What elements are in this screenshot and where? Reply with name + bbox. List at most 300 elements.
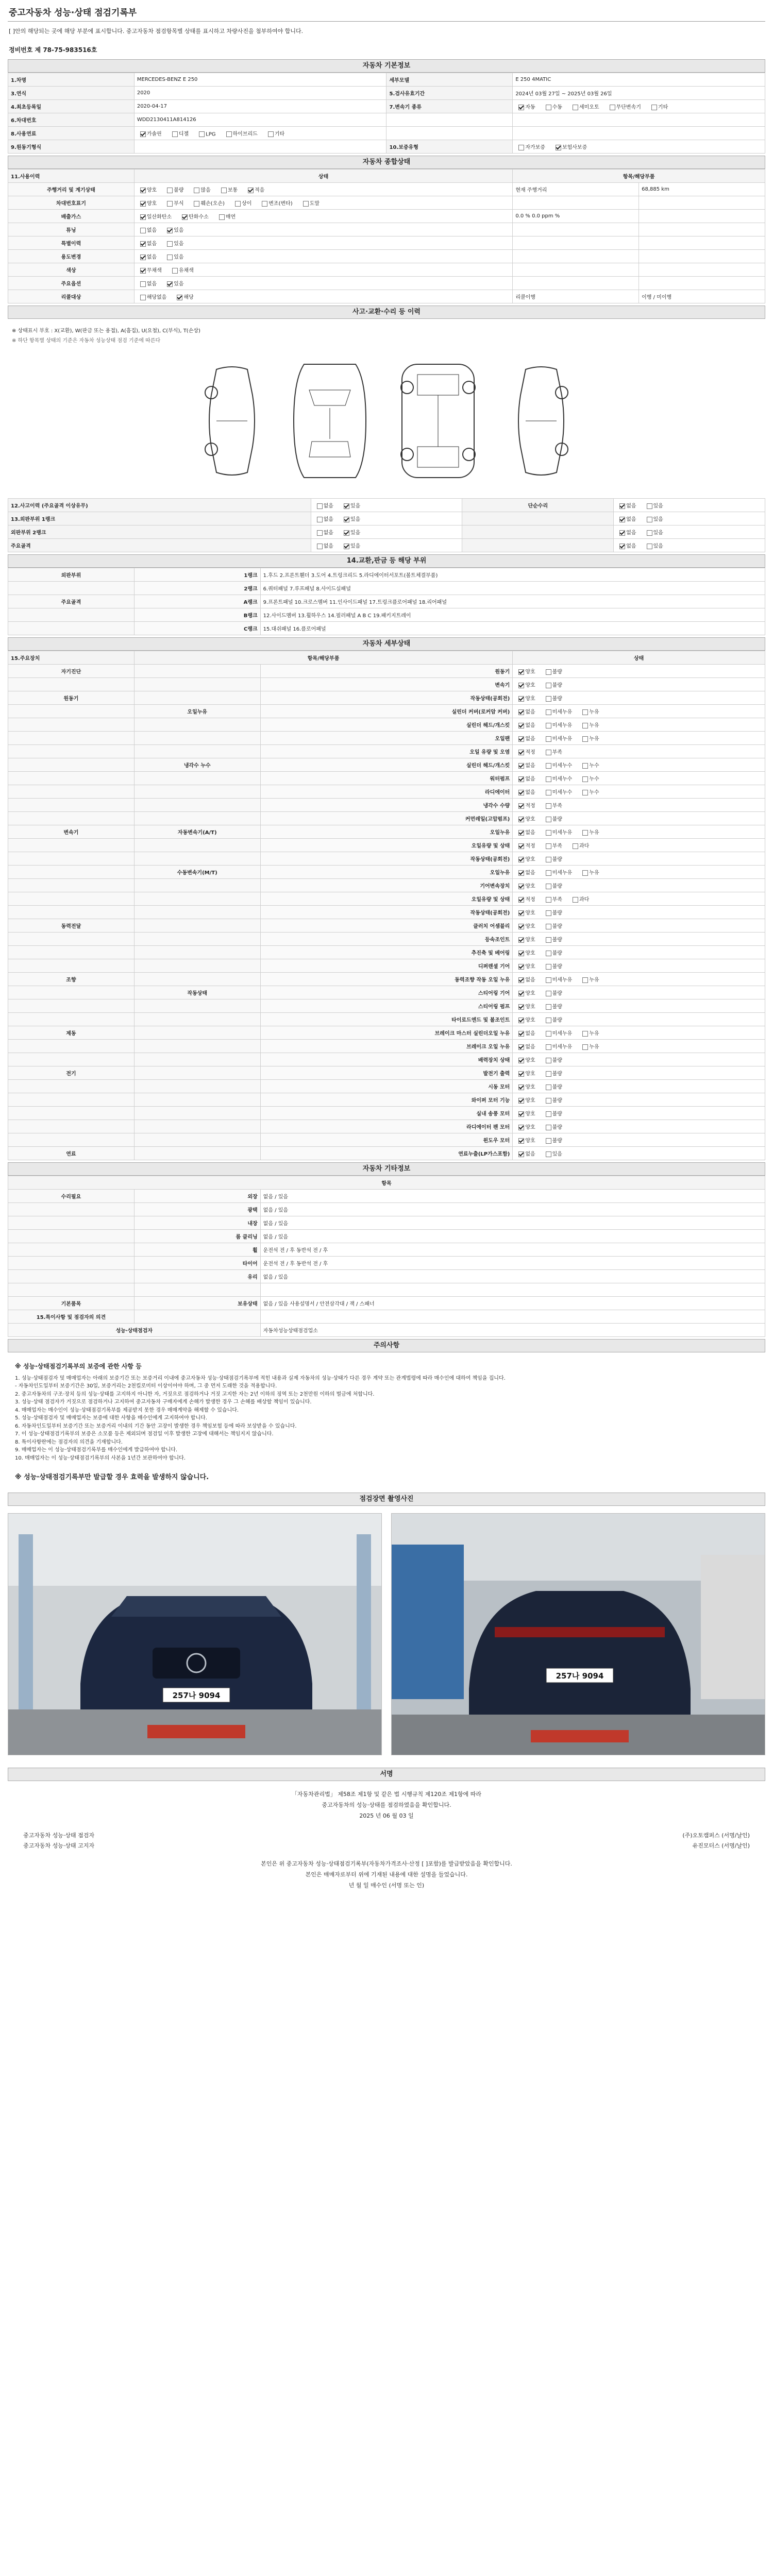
checkbox-option: 없음 (616, 501, 636, 509)
section-basic-title: 자동차 기본정보 (8, 59, 765, 73)
checkbox-icon (194, 188, 199, 193)
checkbox-icon (268, 131, 274, 137)
other-item: 내장 (134, 1216, 260, 1230)
detail-group (8, 1013, 135, 1026)
checkbox-icon (518, 669, 524, 675)
checkbox-icon (546, 951, 551, 956)
detail-subgroup (134, 678, 260, 691)
buyer-block (8, 1851, 765, 1900)
detail-state (513, 1013, 765, 1026)
detail-subgroup: 냉각수 누수 (134, 758, 260, 772)
table-row (8, 87, 765, 100)
overall-note (513, 277, 639, 290)
detail-group (8, 678, 135, 691)
overall-note (513, 236, 639, 250)
detail-item: 라디에이터 팬 모터 (260, 1120, 513, 1133)
checkbox-icon (546, 977, 551, 983)
checkbox-icon (546, 1151, 551, 1157)
checkbox-option: 누유 (579, 868, 599, 876)
other-state: 없음 / 있음 (260, 1230, 765, 1243)
checkbox-option: 양호 (515, 1109, 535, 1117)
checkbox-option: 없음 (314, 541, 333, 549)
checkbox-group (515, 870, 606, 876)
checkbox-option: 누수 (579, 761, 599, 769)
detail-subgroup (134, 691, 260, 705)
checkbox-group (515, 736, 606, 742)
table-row (8, 879, 765, 892)
detail-group (8, 906, 135, 919)
checkbox-option: 없음 (515, 707, 535, 715)
checkbox-group (515, 683, 569, 688)
detail-subgroup (134, 1093, 260, 1107)
checkbox-group (515, 897, 596, 903)
basic-label: 1.차명 (8, 73, 135, 87)
checkbox-option: 없음 (515, 1029, 535, 1037)
checkbox-option: 적음 (245, 185, 264, 193)
overall-state (134, 196, 512, 210)
checkbox-icon (344, 530, 349, 536)
parts-group (8, 622, 135, 635)
checkbox-icon (317, 517, 323, 522)
checkbox-icon (518, 1125, 524, 1130)
notes-line: 7. 이 성능·상태점검기록부의 보증은 소모품 등은 제외되며 점검일 이후 발생한 고장에 대해서는 책임지지 않습니다. (15, 1431, 274, 1437)
checkbox-group (137, 295, 201, 300)
checkbox-option: 없음 (137, 279, 157, 287)
checkbox-icon (582, 977, 588, 983)
overall-label: 주행거리 및 계기상태 (8, 183, 135, 196)
table-row (8, 250, 765, 263)
accident-sub-label: 단순수리 (462, 499, 614, 512)
detail-subgroup (134, 839, 260, 852)
checkbox-option: 없음 (515, 1149, 535, 1157)
checkbox-group (515, 803, 569, 809)
detail-item: 스티어링 기어 (260, 986, 513, 999)
other-group: 기본품목 (8, 1297, 135, 1310)
checkbox-icon (518, 1111, 524, 1117)
checkbox-option: 미세누유 (543, 828, 573, 836)
table-row (8, 705, 765, 718)
table-row (8, 582, 765, 595)
checkbox-option: 많음 (191, 185, 210, 193)
checkbox-option: 불량 (543, 681, 562, 688)
basic-label: 7.변속기 종류 (386, 100, 513, 113)
table-row (8, 512, 765, 526)
checkbox-icon (518, 1098, 524, 1104)
table-row (8, 678, 765, 691)
checkbox-group (515, 817, 569, 822)
checkbox-option: 없음 (515, 761, 535, 769)
checkbox-icon (344, 517, 349, 522)
checkbox-icon (619, 544, 625, 549)
table-row (8, 1147, 765, 1160)
checkbox-option: 있음 (341, 501, 360, 509)
overall-state (134, 183, 512, 196)
checkbox-icon (546, 1031, 551, 1037)
checkbox-icon (518, 683, 524, 688)
detail-group (8, 1107, 135, 1120)
sign-notifier-value: 유진모터스 (서명/날인) (692, 1842, 750, 1849)
table-row (8, 973, 765, 986)
checkbox-option: 과다 (569, 841, 589, 849)
detail-state (513, 691, 765, 705)
detail-group: 원동기 (8, 691, 135, 705)
detail-state (513, 866, 765, 879)
inspector-value: 자동차성능상태점검업소 (260, 1324, 765, 1337)
checkbox-option: 수동 (543, 103, 562, 110)
checkbox-option: 불량 (543, 962, 562, 970)
notes-warning: ※ 성능·상태점검기록부만 발급할 경우 효력을 발생하지 않습니다. (15, 1473, 209, 1482)
detail-item: 브레이크 마스터 실린더오일 누유 (260, 1026, 513, 1040)
checkbox-group (515, 830, 606, 836)
detail-item: 실내 송풍 모터 (260, 1107, 513, 1120)
other-item (134, 1283, 260, 1297)
checkbox-icon (226, 131, 232, 137)
table-row (8, 1283, 765, 1297)
detail-subgroup (134, 1013, 260, 1026)
detail-state (513, 745, 765, 758)
basic-label: 세부모델 (386, 73, 513, 87)
checkbox-icon (194, 201, 199, 207)
checkbox-option: 없음 (515, 721, 535, 728)
basic-label: 6.차대번호 (8, 113, 135, 127)
detail-group (8, 1133, 135, 1147)
detail-item: 오일팬 (260, 732, 513, 745)
table-row (8, 1216, 765, 1230)
checkbox-option: 탄화수소 (179, 212, 209, 220)
overall-label: 배출가스 (8, 210, 135, 223)
detail-state (513, 879, 765, 892)
detail-subgroup (134, 919, 260, 933)
parts-list: 6.쿼터패널 7.루프패널 8.사이드실패널 (260, 582, 765, 595)
checkbox-icon (140, 241, 146, 247)
detail-subgroup (134, 1133, 260, 1147)
other-state: 운전석 전 / 후 동반석 전 / 후 (260, 1243, 765, 1257)
overall-state (134, 236, 512, 250)
checkbox-option: 일산화탄소 (137, 212, 172, 220)
table-row (8, 1093, 765, 1107)
checkbox-group (616, 503, 670, 509)
checkbox-option: 없음 (515, 868, 535, 876)
detail-group: 동력전달 (8, 919, 135, 933)
checkbox-icon (546, 897, 551, 903)
checkbox-option: 없음 (314, 528, 333, 536)
notice-text: [ ]안의 해당되는 곳에 해당 부분에 표시합니다. 중고자동차 점검항목별 상태를 표시하고 차량사진을 첨부하여야 합니다. (9, 28, 304, 35)
checkbox-icon (140, 281, 146, 287)
detail-item: 발전기 출력 (260, 1066, 513, 1080)
checkbox-icon (546, 763, 551, 769)
overall-header: 11.사용이력 (8, 170, 135, 183)
detail-state (513, 812, 765, 825)
notes-line: 5. 성능·상태점검자 및 매매업자는 보증에 대한 사항을 매수인에게 고지하여야 합니다. (15, 1415, 207, 1421)
detail-item: 실린더 커버(로커암 커버) (260, 705, 513, 718)
checkbox-group (515, 964, 569, 970)
table-row (8, 772, 765, 785)
checkbox-group (515, 145, 594, 150)
checkbox-group (515, 750, 569, 755)
checkbox-icon (546, 843, 551, 849)
overall-value (639, 210, 765, 223)
checkbox-option: 양호 (515, 882, 535, 889)
detail-group: 조향 (8, 973, 135, 986)
checkbox-option: 자동 (515, 103, 535, 110)
detail-state (513, 1080, 765, 1093)
sign-date: 2025 년 06 월 03 일 (359, 1812, 414, 1819)
basic-label: 5.검사유효기간 (386, 87, 513, 100)
detail-subgroup: 자동변속기(A/T) (134, 825, 260, 839)
checkbox-icon (546, 1058, 551, 1063)
overall-note: 0.0 % 0.0 ppm % (513, 210, 639, 223)
detail-item: 작동상태(공회전) (260, 852, 513, 866)
checkbox-option: 미세누유 (543, 1042, 573, 1050)
detail-item: 오일누유 (260, 825, 513, 839)
checkbox-icon (651, 105, 657, 110)
checkbox-icon (140, 228, 146, 233)
checkbox-icon (573, 105, 578, 110)
checkbox-icon (167, 188, 173, 193)
checkbox-option: 양호 (137, 199, 157, 207)
checkbox-icon (518, 830, 524, 836)
checkbox-option: 하이브리드 (223, 129, 258, 137)
overall-label: 용도변경 (8, 250, 135, 263)
basic-label (386, 127, 513, 140)
checkbox-group (515, 1044, 606, 1050)
table-row (8, 263, 765, 277)
table-row (8, 651, 765, 665)
checkbox-icon (546, 669, 551, 675)
checkbox-option: 없음 (515, 734, 535, 742)
checkbox-option: 양호 (515, 962, 535, 970)
checkbox-option: 부족 (543, 841, 562, 849)
checkbox-icon (573, 897, 578, 903)
detail-item: 윈도우 모터 (260, 1133, 513, 1147)
checkbox-icon (182, 214, 188, 220)
basic-label: 3.연식 (8, 87, 135, 100)
car-front-drawing (289, 359, 371, 483)
checkbox-option: 양호 (515, 1015, 535, 1023)
table-row (8, 1203, 765, 1216)
checkbox-group (616, 544, 670, 549)
table-row (8, 839, 765, 852)
checkbox-group (314, 503, 368, 509)
overall-label: 리콜대상 (8, 290, 135, 303)
checkbox-icon (546, 830, 551, 836)
checkbox-group (137, 281, 191, 287)
overall-value (639, 263, 765, 277)
overall-value: 이행 / 미이행 (639, 290, 765, 303)
checkbox-icon (518, 964, 524, 970)
table-row (8, 236, 765, 250)
other-group: 15.특이사항 및 점검자의 의견 (8, 1310, 135, 1324)
notes-title: ※ 성능·상태점검기록부의 보증에 관한 사항 등 (15, 1363, 142, 1370)
detail-state (513, 852, 765, 866)
detail-state (513, 1120, 765, 1133)
table-row (8, 526, 765, 539)
checkbox-icon (546, 803, 551, 809)
detail-item: 오일유량 및 상태 (260, 839, 513, 852)
detail-subgroup (134, 1107, 260, 1120)
checkbox-option: 있음 (644, 515, 663, 522)
checkbox-icon (518, 763, 524, 769)
checkbox-icon (546, 790, 551, 795)
checkbox-icon (582, 736, 588, 742)
accident-state (311, 526, 462, 539)
checkbox-option: 불량 (543, 1002, 562, 1010)
other-group (8, 1257, 135, 1270)
parts-rank: 2랭크 (134, 582, 260, 595)
overall-label: 차대번호표기 (8, 196, 135, 210)
checkbox-icon (518, 1138, 524, 1144)
checkbox-icon (518, 1058, 524, 1063)
notes-line: 1. 성능·상태점검자 및 매매업자는 아래의 보증기간 또는 보증거리 이내에 중고자동차 성능·상태점검기록부에 적힌 내용과 실제 자동차의 성능·상태가 다른 경우 계약 또는 관계법령에 따라 매수인에 대하여 책임을 집니다. (15, 1375, 506, 1381)
basic-value (513, 100, 765, 113)
detail-subgroup (134, 772, 260, 785)
overall-value (639, 250, 765, 263)
overall-state (134, 250, 512, 263)
checkbox-icon (582, 1044, 588, 1050)
checkbox-icon (177, 295, 182, 300)
checkbox-group (515, 1151, 569, 1157)
detail-group (8, 999, 135, 1013)
checkbox-option: 있음 (341, 515, 360, 522)
checkbox-icon (582, 723, 588, 728)
other-item: 룸 클리닝 (134, 1230, 260, 1243)
checkbox-icon (518, 1004, 524, 1010)
detail-state (513, 839, 765, 852)
detail-group: 자기진단 (8, 665, 135, 678)
detail-item: 추진축 및 베어링 (260, 946, 513, 959)
checkbox-option: 양호 (515, 1056, 535, 1063)
checkbox-icon (317, 544, 323, 549)
section-notes-title: 주의사항 (8, 1339, 765, 1352)
front-plate-text: 257나 9094 (172, 1691, 221, 1701)
checkbox-group (616, 517, 670, 522)
checkbox-option: 무단변속기 (607, 103, 641, 110)
table-row (8, 986, 765, 999)
detail-group (8, 879, 135, 892)
detail-item: 기어변속장치 (260, 879, 513, 892)
table-row (8, 799, 765, 812)
detail-group (8, 732, 135, 745)
parts-rank: 1랭크 (134, 568, 260, 582)
checkbox-option: 훼손(오손) (191, 199, 224, 207)
checkbox-option: 양호 (515, 1002, 535, 1010)
table-row (8, 892, 765, 906)
checkbox-option: 누유 (579, 1029, 599, 1037)
checkbox-icon (518, 843, 524, 849)
detail-subgroup (134, 1040, 260, 1053)
basic-label: 10.보증유형 (386, 140, 513, 154)
checkbox-option: 있음 (341, 528, 360, 536)
checkbox-icon (647, 517, 652, 522)
checkbox-option: 미세누유 (543, 868, 573, 876)
other-group: 수리필요 (8, 1190, 135, 1203)
checkbox-icon (518, 1084, 524, 1090)
detail-group (8, 1053, 135, 1066)
car-diagram (8, 349, 765, 498)
overall-label: 주요옵션 (8, 277, 135, 290)
checkbox-option: 디젤 (169, 129, 189, 137)
overall-state (134, 223, 512, 236)
other-group (8, 1243, 135, 1257)
section-photos-title: 점검장면 촬영사진 (8, 1493, 765, 1506)
parts-rank: C랭크 (134, 622, 260, 635)
table-row (8, 170, 765, 183)
detail-group (8, 799, 135, 812)
checkbox-option: 있음 (644, 501, 663, 509)
overall-state (134, 277, 512, 290)
table-row (8, 1176, 765, 1190)
detail-subgroup (134, 1120, 260, 1133)
other-state (260, 1310, 765, 1324)
checkbox-icon (546, 1044, 551, 1050)
checkbox-option: 있음 (543, 1149, 562, 1157)
table-row (8, 1270, 765, 1283)
table-row (8, 100, 765, 113)
checkbox-icon (518, 105, 524, 110)
checkbox-icon (546, 1004, 551, 1010)
checkbox-option: 불량 (164, 185, 183, 193)
other-item: 타이어 (134, 1257, 260, 1270)
other-group (8, 1270, 135, 1283)
checkbox-option: 불량 (543, 815, 562, 822)
detail-state (513, 732, 765, 745)
table-row (8, 691, 765, 705)
front-photo (8, 1513, 382, 1755)
notes-lines (15, 1375, 758, 1463)
checkbox-option: 양호 (515, 1123, 535, 1130)
detail-subgroup (134, 718, 260, 732)
detail-status-table (8, 651, 765, 1160)
checkbox-option: 불량 (543, 1136, 562, 1144)
detail-state (513, 1053, 765, 1066)
detail-group (8, 1040, 135, 1053)
table-row (8, 539, 765, 552)
checkbox-icon (546, 776, 551, 782)
checkbox-icon (317, 530, 323, 536)
checkbox-option: 불량 (543, 989, 562, 996)
checkbox-option: 양호 (515, 1096, 535, 1104)
accident-sub-state (614, 526, 765, 539)
checkbox-icon (518, 884, 524, 889)
notes-line: 6. 자동차인도일부터 보증기간 또는 보증거리 이내의 기간 동안 고장이 발생한 경우 책임보험 등에 따라 보상받을 수 있습니다. (15, 1423, 297, 1429)
inspector-label: 성능·상태점검자 (8, 1324, 261, 1337)
checkbox-option: 적정 (515, 801, 535, 809)
basic-value: MERCEDES-BENZ E 250 (134, 73, 386, 87)
checkbox-option: 누수 (579, 774, 599, 782)
parts-list: 15.대쉬패널 16.플로어패널 (260, 622, 765, 635)
sign-line-2: 중고자동차의 성능·상태를 점검하였음을 확인합니다. (322, 1801, 451, 1808)
checkbox-icon (518, 709, 524, 715)
checkbox-option: 양호 (515, 1136, 535, 1144)
table-row (8, 127, 765, 140)
detail-group: 변속기 (8, 825, 135, 839)
checkbox-icon (140, 188, 146, 193)
checkbox-option: 무채색 (137, 266, 162, 274)
table-row (8, 1257, 765, 1270)
detail-item: 변속기 (260, 678, 513, 691)
detail-subgroup (134, 1053, 260, 1066)
checkbox-icon (518, 937, 524, 943)
checkbox-icon (582, 790, 588, 795)
checkbox-option: 과다 (569, 895, 589, 903)
table-row (8, 1040, 765, 1053)
table-row (8, 745, 765, 758)
checkbox-option: 부족 (543, 748, 562, 755)
checkbox-group (137, 268, 201, 274)
sign-inspector-value: (주)오토캠퍼스 (서명/날인) (682, 1832, 750, 1839)
other-group (8, 1216, 135, 1230)
checkbox-option: 미세누유 (543, 1029, 573, 1037)
